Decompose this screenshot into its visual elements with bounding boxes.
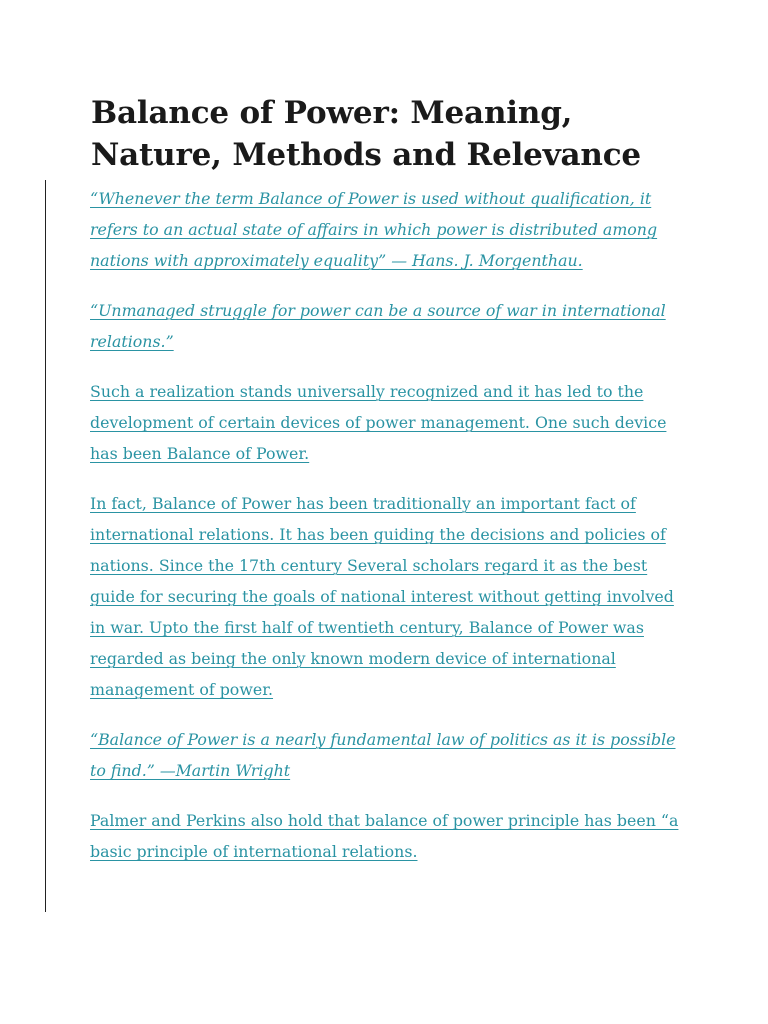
margin-bar — [45, 180, 46, 912]
paragraph-in-fact[interactable]: In fact, Balance of Power has been traditionally an important fact of international relations. It has been guiding the decisions and policies of nations. Since the 17th century Several scholars regard it as the best guide for securing the goals of national interest without getting involved in war. Upto the first half of twentieth century, Balance of Power was regarded as being the only known modern device of international management of power. — [90, 494, 674, 699]
article-body — [90, 183, 690, 886]
title-line-1: Balance of Power: Meaning, — [91, 95, 573, 131]
title-line-2: Nature, Methods and Relevance — [91, 137, 641, 173]
paragraph-realization[interactable]: Such a realization stands universally recognized and it has led to the development of certain devices of power management. One such device has been Balance of Power. — [90, 382, 667, 463]
quote-morgenthau[interactable]: “Whenever the term Balance of Power is used without qualification, it refers to an actual state of affairs in which power is distributed among nations with approximately equality” — Hans. J. Morgenthau. — [90, 189, 658, 270]
paragraph-palmer-perkins[interactable]: Palmer and Perkins also hold that balance of power principle has been “a basic principle of international relations. — [90, 811, 679, 861]
quote-unmanaged-struggle[interactable]: “Unmanaged struggle for power can be a source of war in international relations.” — [90, 301, 666, 351]
page-title — [91, 92, 711, 176]
quote-martin-wright[interactable]: “Balance of Power is a nearly fundamental law of politics as it is possible to find.” —Martin Wright — [90, 730, 676, 780]
